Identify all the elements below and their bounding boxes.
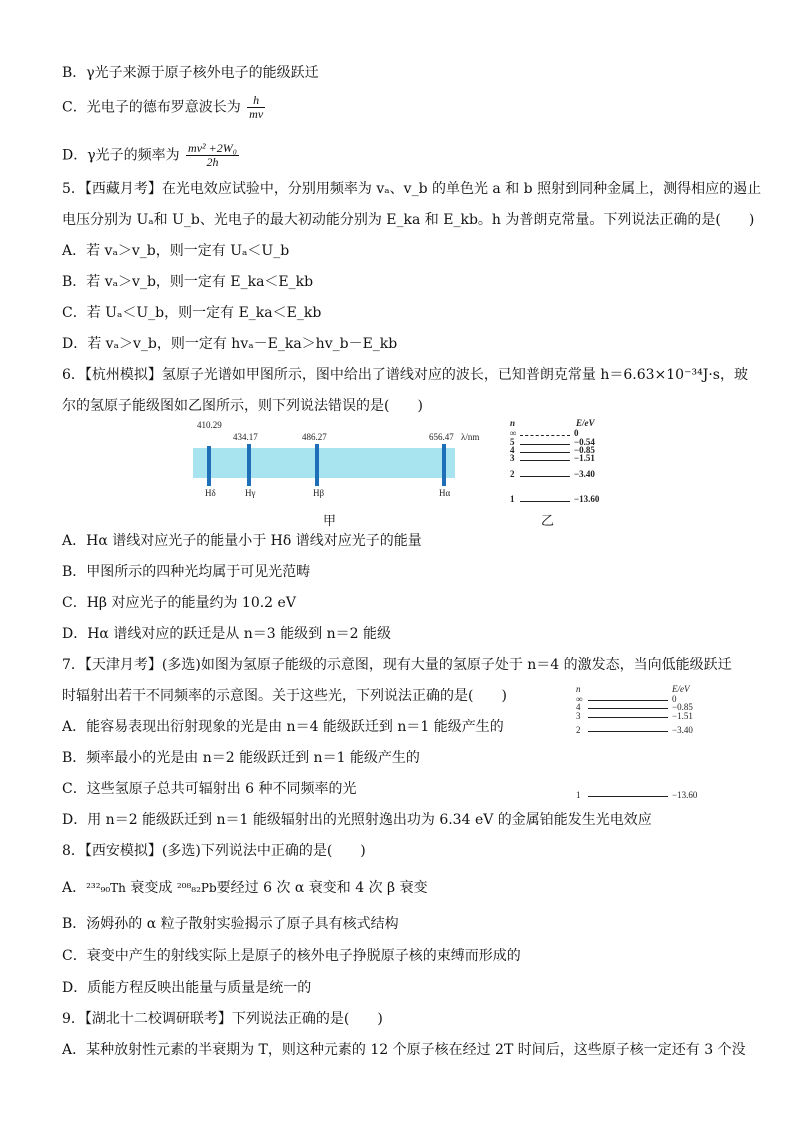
level-line-2	[520, 476, 570, 477]
q4-option-b: B．γ光子来源于原子核外电子的能级跃迁	[62, 65, 319, 81]
q5-option-b: B．若 vₐ＞v_b，则一定有 E_ka＜E_kb	[62, 274, 314, 290]
q8-option-d: D．质能方程反映出能量与质量是统一的	[62, 980, 312, 996]
q4-option-d-fraction	[186, 142, 239, 169]
level-n-5: 5	[510, 437, 515, 447]
q6-option-b: B．甲图所示的四种光均属于可见光范畴	[62, 564, 311, 580]
q9-option-a: A．某种放射性元素的半衰期为 T，则这种元素的 12 个原子核在经过 2T 时间后，这些原子核一定还有 3 个没	[62, 1042, 746, 1058]
spectral-line-halpha	[442, 444, 446, 486]
level-e-3: −1.51	[574, 453, 595, 463]
q6-option-c: C．Hβ 对应光子的能量约为 10.2 eV	[62, 595, 296, 611]
q9-stem: 9．【湖北十二校调研联考】下列说法正确的是( )	[62, 1011, 383, 1027]
level-line-4	[588, 708, 668, 709]
q8-option-a	[62, 879, 428, 897]
e-label: E/eV	[672, 684, 690, 694]
level-line-inf	[520, 435, 570, 436]
spectral-line-hgamma	[247, 444, 251, 486]
level-e-2: −3.40	[672, 725, 693, 735]
wavelength-label-hbeta: 486.27	[302, 432, 327, 442]
level-line-3	[520, 460, 570, 461]
fraction-denominator: mv	[249, 107, 264, 121]
level-line-1	[588, 796, 668, 797]
level-n-1: 1	[510, 494, 515, 504]
q7-option-d: D．用 n＝2 能级跃迁到 n＝1 能级辐射出的光照射逸出功为 6.34 eV 的金属铂能发生光电效应	[62, 812, 652, 828]
q7-stem-1: 7．【天津月考】(多选)如图为氢原子能级的示意图，现有大量的氢原子处于 n＝4 的激发态，当向低能级跃迁	[62, 657, 732, 673]
level-n-2: 2	[576, 725, 581, 735]
fraction-numerator: mv² +2W₀	[188, 141, 237, 155]
spectrum-caption: 甲	[323, 514, 337, 529]
q5-stem-2: 电压分别为 Uₐ和 U_b、光电子的最大初动能分别为 E_ka 和 E_kb。h 为普朗克常量。下列说法正确的是( )	[62, 212, 755, 228]
level-line-5	[520, 444, 570, 445]
q5-option-a: A．若 vₐ＞v_b，则一定有 Uₐ＜U_b	[62, 243, 290, 259]
q4-option-d	[62, 142, 239, 169]
q6-option-a: A．Hα 谱线对应光子的能量小于 Hδ 谱线对应光子的能量	[62, 533, 422, 549]
energy-level-figure-q7	[574, 684, 714, 806]
q5-option-c: C．若 Uₐ＜U_b，则一定有 E_ka＜E_kb	[62, 305, 322, 321]
level-n-1: 1	[576, 790, 581, 800]
wavelength-label-hgamma: 434.17	[233, 432, 258, 442]
q4-option-d-text: D．γ光子的频率为	[62, 147, 180, 164]
q7-option-b: B．频率最小的光是由 n＝2 能级跃迁到 n＝1 能级产生的	[62, 750, 420, 766]
line-name-hdelta: Hδ	[205, 488, 216, 498]
q4-option-c-text: C．光电子的德布罗意波长为	[62, 99, 241, 116]
level-e-2: −3.40	[574, 469, 595, 479]
n-label: n	[576, 684, 581, 694]
wavelength-label-halpha: 656.47	[429, 432, 454, 442]
level-n-inf: ∞	[576, 694, 583, 704]
energy-level-figure-yi	[508, 418, 618, 528]
q4-option-c	[62, 94, 265, 121]
q6-stem-1: 6．【杭州模拟】氢原子光谱如甲图所示，图中给出了谱线对应的波长，已知普朗克常量 h＝6.63×10⁻³⁴J·s，玻	[62, 367, 748, 383]
q7-stem-2: 时辐射出若干不同频率的示意图。关于这些光，下列说法正确的是( )	[62, 688, 507, 704]
q8-stem: 8．【西安模拟】(多选)下列说法中正确的是( )	[62, 843, 366, 859]
level-n-2: 2	[510, 469, 515, 479]
level-line-inf	[588, 700, 668, 701]
n-label: n	[510, 418, 516, 428]
spectral-line-hdelta	[207, 446, 211, 486]
fraction-denominator: 2h	[206, 155, 219, 169]
level-line-2	[588, 731, 668, 732]
level-e-3: −1.51	[672, 711, 693, 721]
wavelength-label-hdelta: 410.29	[197, 420, 222, 430]
fraction-numerator: h	[247, 94, 265, 108]
level-n-3: 3	[576, 711, 581, 721]
line-name-hbeta: Hβ	[313, 488, 325, 498]
visible-band	[193, 448, 455, 478]
q5-option-d: D．若 vₐ＞v_b，则一定有 hvₐ－E_ka＞hv_b－E_kb	[62, 336, 398, 352]
thorium-nuclide: ²³²₉₀Th	[86, 881, 126, 895]
q8-option-a-prefix: A．	[62, 880, 87, 896]
level-n-4: 4	[510, 445, 515, 455]
level-caption: 乙	[541, 514, 555, 529]
line-name-hgamma: Hγ	[245, 488, 256, 498]
level-e-1: −13.60	[672, 790, 698, 800]
q4-option-c-fraction	[247, 94, 265, 121]
spectral-line-hbeta	[315, 444, 319, 486]
q6-option-d: D．Hα 谱线对应的跃迁是从 n＝3 能级到 n＝2 能级	[62, 626, 391, 642]
level-n-inf: ∞	[510, 428, 517, 438]
q5-stem-1: 5．【西藏月考】在光电效应试验中，分别用频率为 vₐ、v_b 的单色光 a 和 b 照射到同种金属上，测得相应的遏止	[62, 181, 762, 197]
level-line-3	[588, 717, 668, 718]
line-name-halpha: Hα	[439, 488, 451, 498]
e-label: E/eV	[576, 418, 595, 428]
q8-option-c: C．衰变中产生的射线实际上是原子的核外电子挣脱原子核的束缚而形成的	[62, 948, 521, 964]
q7-option-c: C．这些氢原子总共可辐射出 6 种不同频率的光	[62, 781, 357, 797]
level-e-4: −0.85	[672, 702, 693, 712]
level-e-inf: 0	[574, 428, 579, 438]
level-line-1	[520, 501, 570, 502]
level-n-4: 4	[576, 702, 581, 712]
level-n-3: 3	[510, 453, 515, 463]
q8-option-b: B．汤姆孙的 α 粒子散射实验揭示了原子具有核式结构	[62, 916, 399, 932]
level-e-inf: 0	[672, 694, 677, 704]
q6-stem-2: 尔的氢原子能级图如乙图所示，则下列说法错误的是( )	[62, 398, 423, 414]
q8-option-a-suffix: 要经过 6 次 α 衰变和 4 次 β 衰变	[216, 880, 428, 896]
lead-nuclide: ²⁰⁸₈₂Pb	[176, 881, 217, 895]
q8-option-a-mid: 衰变成	[125, 880, 177, 896]
level-e-1: −13.60	[574, 494, 600, 504]
spectrum-figure	[185, 418, 495, 528]
level-e-5: −0.54	[574, 437, 595, 447]
level-e-4: −0.85	[574, 445, 595, 455]
axis-label: λ/nm	[461, 432, 480, 442]
level-line-4	[520, 452, 570, 453]
q7-option-a: A．能容易表现出衍射现象的光是由 n＝4 能级跃迁到 n＝1 能级产生的	[62, 719, 504, 735]
